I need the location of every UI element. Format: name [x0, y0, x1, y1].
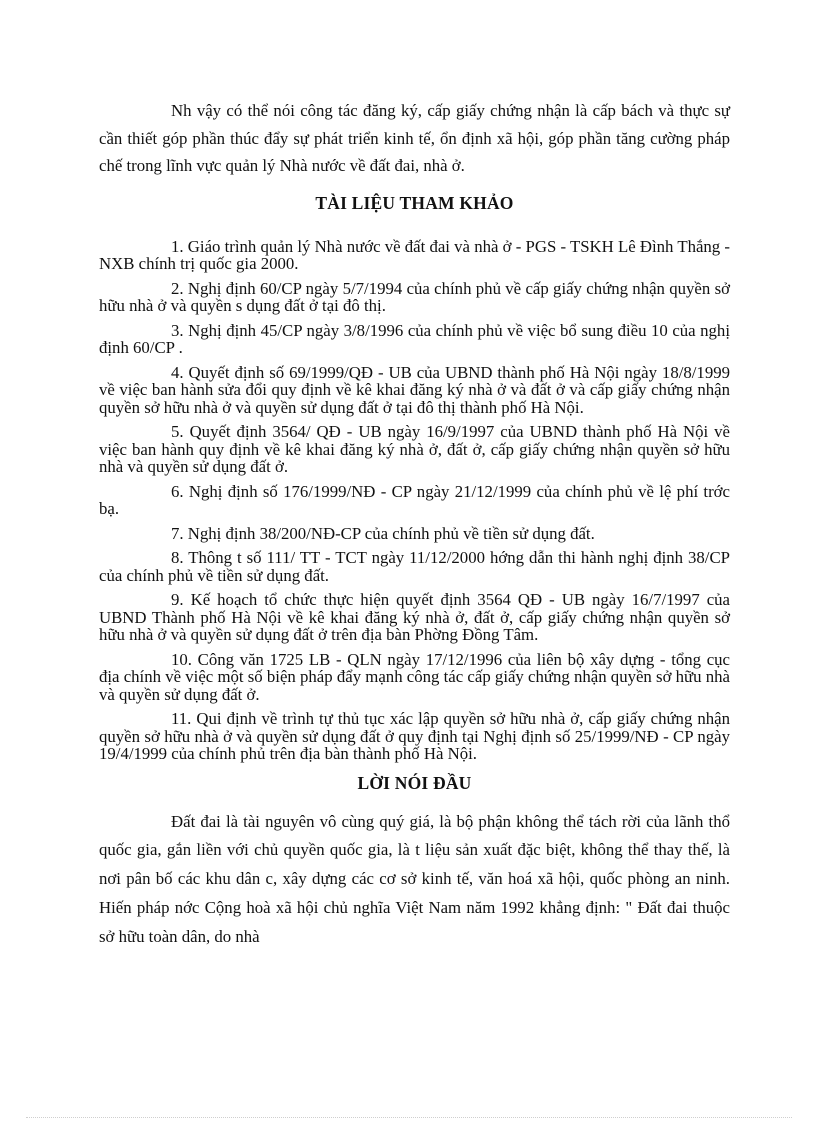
preface-heading: LỜI NÓI ĐẦU	[357, 772, 472, 793]
reference-item: 7. Nghị định 38/200/NĐ-CP của chính phủ về tiền sử dụng đất.	[171, 523, 595, 543]
reference-item: 8. Thông t số 111/ TT - TCT ngày 11/12/2000 hớng dẫn thi hành nghị định 38/CP của chính phủ về tiền sử dụng đất.	[99, 548, 730, 585]
intro-paragraph: Nh vậy có thể nói công tác đăng ký, cấp giấy chứng nhận là cấp bách và thực sự cần thiết góp phần thúc đẩy sự phát triển kinh tế, ổn định xã hội, góp phần tăng cường pháp chế trong lĩnh vực quản lý Nhà nước về đất đai, nhà ở.	[99, 101, 730, 175]
reference-item: 10. Công văn 1725 LB - QLN ngày 17/12/1996 của liên bộ xây dựng - tổng cục địa chính về việc một số biện pháp đẩy mạnh công tác cấp giấy chứng nhận quyền sở hữu nhà và quyền sử dụng đất ở.	[99, 649, 730, 704]
reference-item: 9. Kế hoạch tổ chức thực hiện quyết định 3564 QĐ - UB ngày 16/7/1997 của UBND Thành phố Hà Nội về kê khai đăng ký nhà ở, đất ở, cấp giấy chứng nhận quyền sở hữu nhà ở và quyền sử dụng đất ở trên địa bàn Phờng Đồng Tâm.	[99, 590, 730, 644]
reference-item: 11. Qui định về trình tự thủ tục xác lập quyền sở hữu nhà ở, cấp giấy chứng nhận quyền sở hữu nhà ở và quyền sử dụng đất ở quy định tại Nghị định số 25/1999/NĐ - CP ngày 19/4/1999 của chính phủ trên địa bàn thành phố Hà Nội.	[99, 709, 730, 763]
references-heading: TÀI LIỆU THAM KHẢO	[315, 192, 514, 213]
references-list	[99, 238, 730, 763]
document-page	[99, 97, 730, 951]
reference-item: 4. Quyết định số 69/1999/QĐ - UB của UBND thành phố Hà Nội ngày 18/8/1999 về việc ban hành sửa đổi quy định về kê khai đăng ký nhà ở và đất ở và cấp giấy chứng nhận quyền sở hữu nhà ở và quyền sử dụng đất ở tại đô thị thành phố Hà Nội.	[99, 362, 730, 417]
reference-item: 1. Giáo trình quản lý Nhà nước về đất đai và nhà ở - PGS - TSKH Lê Đình Thắng - NXB chính trị quốc gia 2000.	[99, 236, 730, 273]
preface-paragraph: Đất đai là tài nguyên vô cùng quý giá, là bộ phận không thể tách rời của lãnh thổ quốc gia, gắn liền với chủ quyền quốc gia, là t liệu sản xuất đặc biệt, không thể thay thế, là nơi pân bố các khu dân c, xây dựng các cơ sở kinh tế, văn hoá xã hội, quốc phòng an ninh. Hiến pháp nớc Cộng hoà xã hội chủ nghĩa Việt Nam năm 1992 khẳng định: " Đất đai thuộc sở hữu toàn dân, do nhà	[99, 811, 730, 946]
page-edge-divider	[26, 1117, 792, 1118]
reference-item: 5. Quyết định 3564/ QĐ - UB ngày 16/9/1997 của UBND thành phố Hà Nội về việc ban hành quy định về kê khai đăng ký nhà ở, đất ở, cấp giấy chứng nhận quyền sở hữu nhà và quyền sử dụng đất ở.	[99, 422, 730, 476]
reference-item: 6. Nghị định số 176/1999/NĐ - CP ngày 21/12/1999 của chính phủ về lệ phí trớc bạ.	[99, 481, 730, 518]
reference-item: 3. Nghị định 45/CP ngày 3/8/1996 của chính phủ về việc bổ sung điều 10 của nghị định 60/CP .	[99, 320, 730, 357]
reference-item: 2. Nghị định 60/CP ngày 5/7/1994 của chính phủ về cấp giấy chứng nhận quyền sở hữu nhà ở và quyền s dụng đất ở tại đô thị.	[99, 278, 730, 315]
